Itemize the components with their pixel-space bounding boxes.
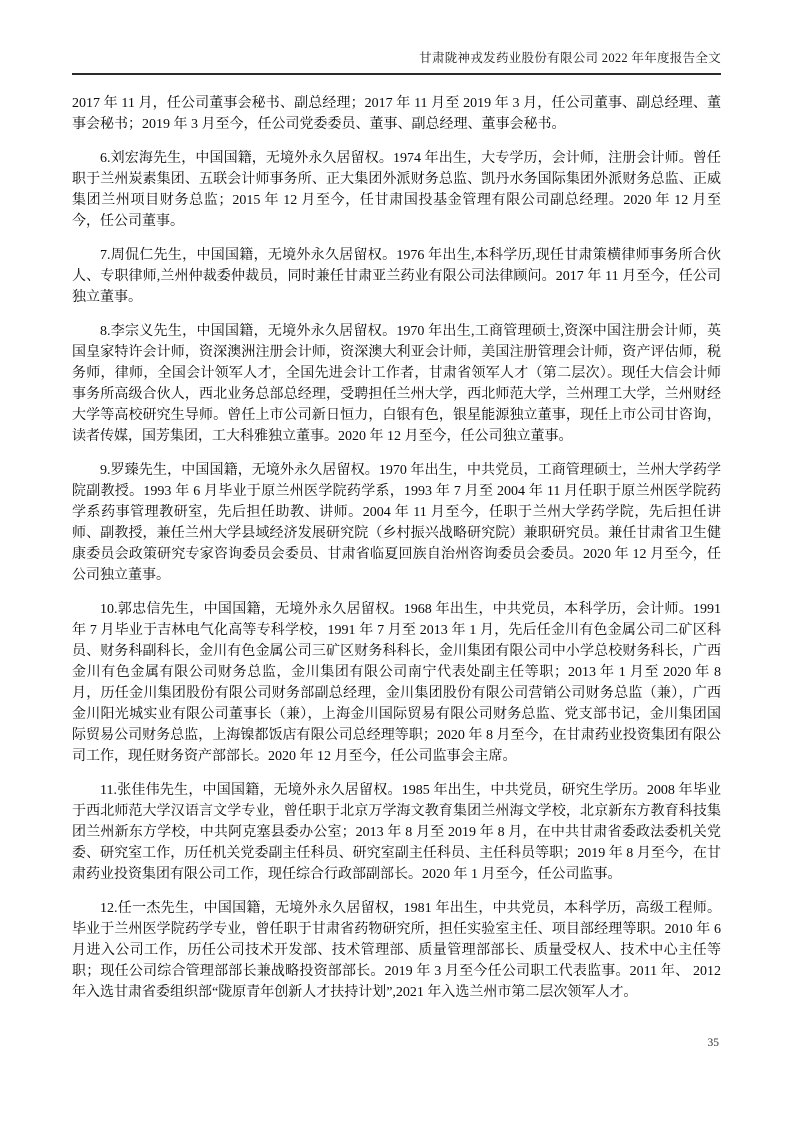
page-header-title: 甘肃陇神戎发药业股份有限公司 2022 年年度报告全文 <box>419 51 721 65</box>
bio-paragraph-10-guo-zhongxin: 10.郭忠信先生，中国国籍，无境外永久居留权。1968 年出生，中共党员，本科学历，会计师。1991 年 7 月毕业于吉林电气化高等专科学校，1991 年 7 月至 2013 年 1 月，先后任金川有色金属公司二矿区科员、财务科副科长，金川有色金属公司三矿区财务科科长，金川集团有限公司中小学总校财务科长，广西金川有色金属有限公司财务总监，金川集团有限公司南宁代表处副主任等职；2013 年 1 月至 2020 年 8 月，历任金川集团股份有限公司财务部副总经理，金川集团股份有限公司营销公司财务总监（兼），广西金川阳光城实业有限公司董事长（兼），上海金川国际贸易有限公司财务总监、党支部书记，金川集团国际贸易公司财务总监，上海镍都饭店有限公司总经理等职；2020 年 8 月至今，在甘肃药业投资集团有限公司工作，现任财务资产部部长。2020 年 12 月至今，任公司监事会主席。 <box>72 602 721 764</box>
bio-paragraph-8-li-zongyi: 8.李宗义先生，中国国籍，无境外永久居留权。1970 年出生,工商管理硕士,资深中国注册会计师，英国皇家特许会计师，资深澳洲注册会计师，资深澳大利亚会计师，美国注册管理会计师，资产评估师，税务师，律师，全国会计领军人才，全国先进会计工作者，甘肃省领军人才（第二层次）。现任大信会计师事务所高级合伙人，西北业务总部总经理，受聘担任兰州大学，西北师范大学，兰州理工大学，兰州财经大学等高校研究生导师。曾任上市公司新日恒力，白银有色，银星能源独立董事，现任上市公司甘咨询，读者传媒，国芳集团，工大科雅独立董事。2020 年 12 月至今，任公司独立董事。 <box>72 324 721 444</box>
bio-paragraph-7-zhou-kanren: 7.周侃仁先生，中国国籍，无境外永久居留权。1976 年出生,本科学历,现任甘肃策横律师事务所合伙人、专职律师,兰州仲裁委仲裁员，同时兼任甘肃亚兰药业有限公司法律顾问。2017 年 11 月至今，任公司独立董事。 <box>72 248 721 305</box>
bio-paragraph-12-ren-yijie: 12.任一杰先生，中国国籍，无境外永久居留权，1981 年出生，中共党员，本科学历，高级工程师。毕业于兰州医学院药学专业，曾任职于甘肃省药物研究所，担任实验室主任、项目部经理等职。2010 年 6 月进入公司工作，历任公司技术开发部、技术管理部、质量管理部部长、质量受权人、技术中心主任等职；现任公司综合管理部部长兼战略投资部部长。2019 年 3 月至今任公司职工代表监事。2011 年、 2012 年入选甘肃省委组织部“陇原青年创新人才扶持计划”,2021 年入选兰州市第二层次领军人才。 <box>72 901 721 1000</box>
paragraph-continuation-career-history: 2017 年 11 月，任公司董事会秘书、副总经理；2017 年 11 月至 2019 年 3 月，任公司董事、副总经理、董事会秘书；2019 年 3 月至今，任公司党委委员、董事、副总经理、董事会秘书。 <box>72 96 721 132</box>
bio-paragraph-9-luo-zhen: 9.罗臻先生，中国国籍，无境外永久居留权。1970 年出生，中共党员，工商管理硕士，兰州大学药学院副教授。1993 年 6 月毕业于原兰州医学院药学系，1993 年 7 月至 2004 年 11 月任职于原兰州医学院药学系药事管理教研室，先后担任助教、讲师。2004 年 11 月至今，任职于兰州大学药学院，先后担任讲师、副教授，兼任兰州大学县域经济发展研究院（乡村振兴战略研究院）兼职研究员。兼任甘肃省卫生健康委员会政策研究专家咨询委员会委员、甘肃省临夏回族自治州咨询委员会委员。2020 年 12 月至今，任公司独立董事。 <box>72 463 721 583</box>
page-number: 35 <box>707 1037 719 1049</box>
bio-paragraph-11-zhang-jiawei: 11.张佳伟先生，中国国籍，无境外永久居留权。1985 年出生，中共党员，研究生学历。2008 年毕业于西北师范大学汉语言文学专业，曾任职于北京万学海文教育集团兰州海文学校，北京新东方教育科技集团兰州新东方学校，中共阿克塞县委办公室；2013 年 8 月至 2019 年 8 月，在中共甘肃省委政法委机关党委、研究室工作，历任机关党委副主任科员、研究室副主任科员、主任科员等职；2019 年 8 月至今，在甘肃药业投资集团有限公司工作，现任综合行政部副部长。2020 年 1 月至今，任公司监事。 <box>72 783 721 882</box>
bio-paragraph-6-liu-honghai: 6.刘宏海先生，中国国籍，无境外永久居留权。1974 年出生，大专学历，会计师，注册会计师。曾任职于兰州炭素集团、五联会计师事务所、正大集团外派财务总监、凯丹水务国际集团外派财务总监、正威集团兰州项目财务总监；2015 年 12 月至今，任甘肃国投基金管理有限公司副总经理。2020 年 12 月至今，任公司董事。 <box>72 151 721 229</box>
header-divider-rule <box>72 73 721 75</box>
document-body <box>72 93 721 1016</box>
